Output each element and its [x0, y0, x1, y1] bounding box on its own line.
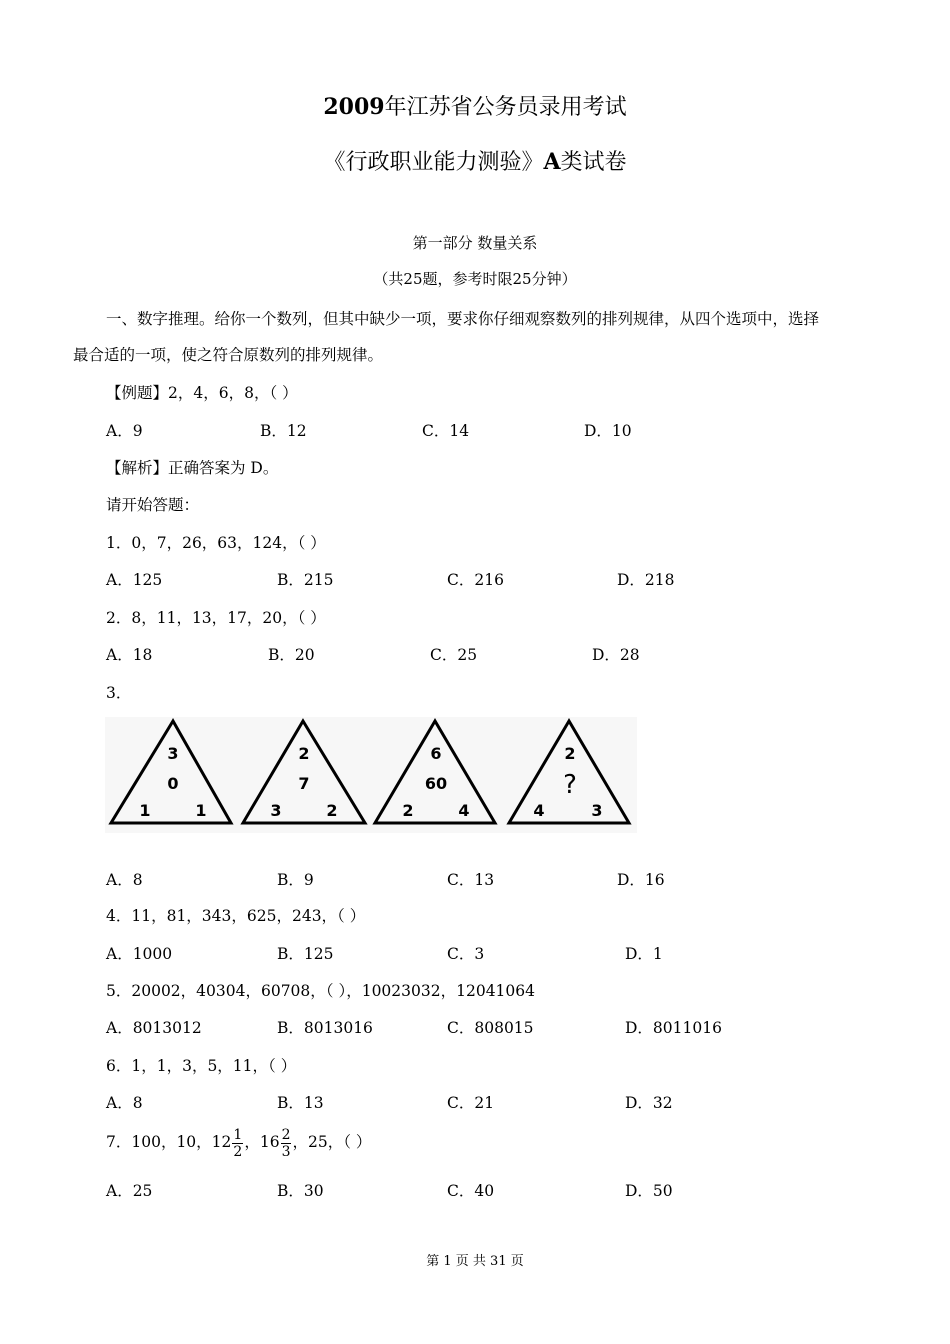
- question-7-stem: [106, 1125, 371, 1160]
- triangle-3-left: 2: [402, 801, 414, 820]
- q3-option-c: C．13: [447, 871, 495, 889]
- q2-option-a: A．18: [106, 646, 153, 664]
- q2-option-b: B．20: [268, 646, 315, 664]
- triangle-4-left: 4: [533, 801, 545, 820]
- example-option-d: D．10: [584, 422, 632, 440]
- q2-option-c: C．25: [430, 646, 478, 664]
- title-text: 年江苏省公务员录用考试: [384, 95, 627, 120]
- triangle-1-top: 3: [167, 744, 179, 763]
- triangle-3-right: 4: [458, 801, 470, 820]
- q5-option-a: A．8013012: [106, 1019, 202, 1037]
- q7-fraction-1-denominator: 2: [233, 1143, 243, 1160]
- triangle-2-right: 2: [326, 801, 338, 820]
- q4-option-c: C．3: [447, 945, 485, 963]
- q3-option-b: B．9: [277, 871, 314, 889]
- triangle-2-top: 2: [298, 744, 310, 763]
- subtitle-post: 类试卷: [560, 150, 627, 175]
- question-6-stem: 6．1，1，3，5，11，（ ）: [106, 1057, 297, 1075]
- q1-option-d: D．218: [617, 571, 675, 589]
- page-title: [0, 90, 950, 121]
- triangle-figure-svg: [105, 717, 637, 833]
- q1-option-a: A．125: [106, 571, 163, 589]
- q5-option-d: D．8011016: [625, 1019, 722, 1037]
- triangle-4-top: 2: [564, 744, 576, 763]
- section-name: 第一部分 数量关系: [412, 234, 538, 252]
- q7-stem-part-b: ，25，（ ）: [292, 1133, 372, 1151]
- triangle-4-right: 3: [591, 801, 603, 820]
- q5-option-b: B．8013016: [277, 1019, 373, 1037]
- triangle-2-center: 7: [298, 774, 310, 793]
- section-note: （共25题，参考时限25分钟）: [373, 270, 577, 288]
- q6-option-d: D．32: [625, 1094, 673, 1112]
- q2-option-d: D．28: [592, 646, 640, 664]
- q3-option-a: A．8: [106, 871, 143, 889]
- q4-option-d: D．1: [625, 945, 663, 963]
- q7-option-d: D．50: [625, 1182, 673, 1200]
- triangle-3-center: 60: [424, 774, 448, 793]
- example-option-a: A．9: [106, 422, 143, 440]
- q4-option-b: B．125: [277, 945, 334, 963]
- triangle-1: [111, 721, 231, 823]
- question-3-stem: 3．: [106, 684, 132, 702]
- triangle-3: [375, 721, 495, 823]
- q1-option-c: C．216: [447, 571, 504, 589]
- title-year: 2009: [323, 94, 385, 120]
- triangle-4-question-mark: ?: [563, 770, 577, 800]
- q7-option-c: C．40: [447, 1182, 495, 1200]
- q6-option-b: B．13: [277, 1094, 324, 1112]
- q5-option-c: C．808015: [447, 1019, 534, 1037]
- triangle-3-top: 6: [430, 744, 442, 763]
- triangle-2: [243, 721, 365, 823]
- start-text: 请开始答题：: [106, 496, 200, 514]
- example-analysis: 【解析】正确答案为 D。: [106, 459, 279, 477]
- question-5-stem: 5．20002，40304，60708，（ ），10023032，12041064: [106, 982, 535, 1000]
- page-subtitle: [0, 145, 950, 176]
- q7-fraction-2-denominator: 3: [281, 1143, 291, 1160]
- triangle-figure: [105, 717, 637, 833]
- instructions-line-2: 最合适的一项，使之符合原数列的排列规律。: [73, 346, 384, 364]
- example-question: 【例题】2，4，6，8，（ ）: [106, 384, 298, 402]
- example-option-c: C．14: [422, 422, 470, 440]
- question-4-stem: 4．11，81，343，625，243，（ ）: [106, 907, 366, 925]
- q7-stem-part-a: 7．100，10，12: [106, 1133, 232, 1151]
- q7-option-b: B．30: [277, 1182, 324, 1200]
- subtitle-pre: 《行政职业能力测验》: [323, 150, 544, 175]
- q6-option-c: C．21: [447, 1094, 495, 1112]
- question-2-stem: 2．8，11，13，17，20，（ ）: [106, 609, 326, 627]
- q1-option-b: B．215: [277, 571, 334, 589]
- q6-option-a: A．8: [106, 1094, 143, 1112]
- q3-option-d: D．16: [617, 871, 665, 889]
- q7-fraction-2: [281, 1127, 292, 1160]
- subtitle-bold: A: [543, 149, 561, 175]
- q7-stem-separator: ，16: [244, 1133, 280, 1151]
- triangle-1-right: 1: [195, 801, 207, 820]
- triangle-2-left: 3: [270, 801, 282, 820]
- triangle-1-left: 1: [139, 801, 151, 820]
- example-option-b: B．12: [260, 422, 307, 440]
- q7-fraction-2-numerator: 2: [281, 1126, 291, 1143]
- q7-fraction-1-numerator: 1: [233, 1126, 243, 1143]
- q4-option-a: A．1000: [106, 945, 173, 963]
- triangle-1-center: 0: [167, 774, 179, 793]
- question-1-stem: 1．0，7，26，63，124，（ ）: [106, 534, 326, 552]
- q7-option-a: A．25: [106, 1182, 153, 1200]
- q7-fraction-1: [232, 1127, 243, 1160]
- instructions-line-1: 一、数字推理。给你一个数列，但其中缺少一项，要求你仔细观察数列的排列规律，从四个选项中，选择: [106, 310, 820, 328]
- page-footer: 第 1 页 共 31 页: [426, 1254, 524, 1269]
